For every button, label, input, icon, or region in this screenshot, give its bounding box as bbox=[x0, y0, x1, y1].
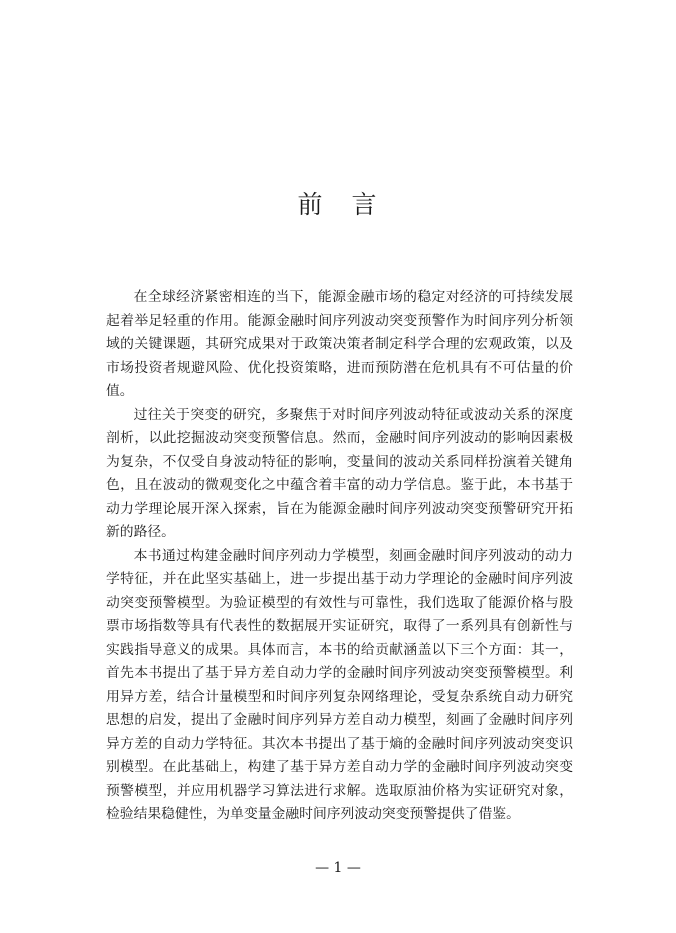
paragraph: 在全球经济紧密相连的当下，能源金融市场的稳定对经济的可持续发展起着举足轻重的作用。能源金融时间序列波动突变预警作为时间序列分析领域的关键课题，其研究成果对于政策决策者制定科学合理的宏观政策，以及市场投资者规避风险、优化投资策略，进而预防潜在危机具有不可估量的价值。 bbox=[106, 289, 573, 399]
paragraph: 本书通过构建金融时间序列动力学模型，刻画金融时间序列波动的动力学特征，并在此坚实基础上，进一步提出基于动力学理论的金融时间序列波动突变预警模型。为验证模型的有效性与可靠性，我们选取了能源价格与股票市场指数等具有代表性的数据展开实证研究，取得了一系列具有创新性与实践指导意义的成果。具体而言，本书的给贡献涵盖以下三个方面：其一，首先本书提出了基于异方差自动力学的金融时间序列波动突变预警模型。利用异方差，结合计量模型和时间序列复杂网络理论，受复杂系统自动力研究思想的启发，提出了金融时间序列异方差自动力模型，刻画了金融时间序列异方差的自动力学特征。其次本书提出了基于熵的金融时间序列波动突变识别模型。在此基础上，构建了基于异方差自动力学的金融时间序列波动突变预警模型，并应用机器学习算法进行求解。选取原油价格为实证研究对象，检验结果稳健性，为单变量金融时间序列波动突变预警提供了借鉴。 bbox=[106, 547, 573, 822]
body-text bbox=[106, 286, 573, 827]
paragraph: 过往关于突变的研究，多聚焦于对时间序列波动特征或波动关系的深度剖析，以此挖掘波动突变预警信息。然而，金融时间序列波动的影响因素极为复杂，不仅受自身波动特征的影响，变量间的波动关系同样扮演着关键角色，且在波动的微观变化之中蕴含着丰富的动力学信息。鉴于此，本书基于动力学理论展开深入探索，旨在为能源金融时间序列波动突变预警研究开拓新的路径。 bbox=[106, 406, 573, 540]
page-title: 前 言 bbox=[297, 190, 379, 219]
page-number: — 1 — bbox=[315, 860, 361, 876]
